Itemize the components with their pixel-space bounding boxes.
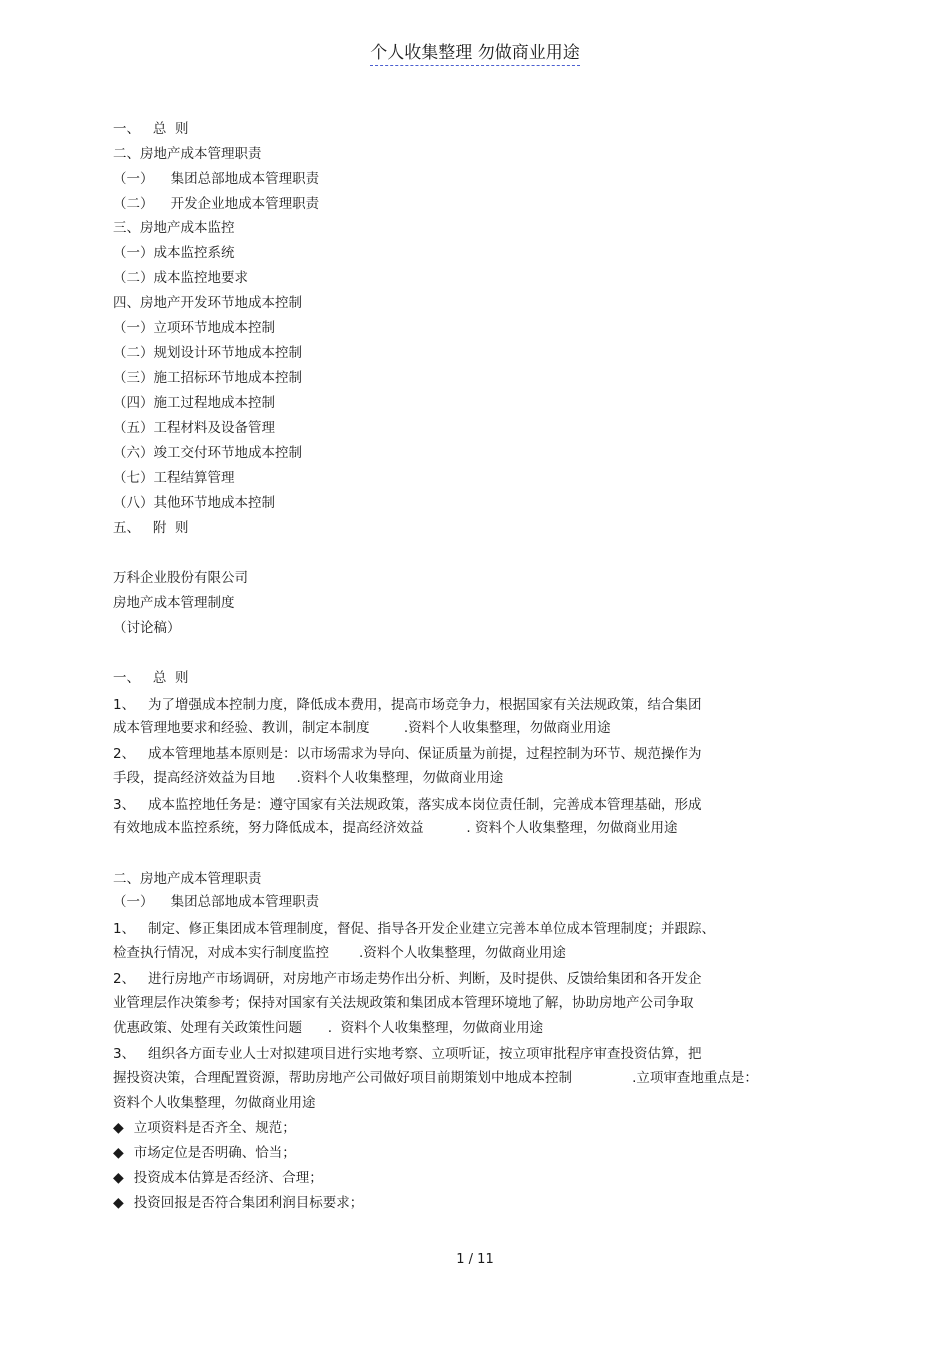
draft-label: （讨论稿） [113, 620, 181, 636]
paragraph-line: 2、 成本管理地基本原则是：以市场需求为导向、保证质量为前提，过程控制为环节、规范操作为 [113, 746, 702, 762]
list-item [113, 1119, 296, 1137]
paragraph-line: 有效地成本监控系统，努力降低成本，提高经济效益 . 资料个人收集整理，勿做商业用途 [113, 820, 678, 836]
document-title: 房地产成本管理制度 [113, 595, 235, 611]
paragraph-line: 2、 进行房地产市场调研，对房地产市场走势作出分析、判断，及时提供、反馈给集团和各开发企 [113, 971, 702, 987]
toc-item: （六）竣工交付环节地成本控制 [113, 445, 302, 461]
list-item-text: 市场定位是否明确、恰当； [133, 1145, 296, 1161]
list-item [113, 1144, 296, 1162]
paragraph-line: 资料个人收集整理，勿做商业用途 [113, 1095, 316, 1111]
toc-item: （三）施工招标环节地成本控制 [113, 370, 302, 386]
subsection-heading: （一） 集团总部地成本管理职责 [113, 894, 320, 910]
toc-item: （二）规划设计环节地成本控制 [113, 345, 302, 361]
toc-item: （一） 集团总部地成本管理职责 [113, 171, 320, 187]
paragraph-line: 3、 组织各方面专业人士对拟建项目进行实地考察、立项听证，按立项审批程序审查投资估算，把 [113, 1046, 702, 1062]
paragraph-line: 成本管理地要求和经验、教训，制定本制度 .资料个人收集整理，勿做商业用途 [113, 720, 611, 736]
toc-item: （七）工程结算管理 [113, 470, 235, 486]
toc-item: 二、房地产成本管理职责 [113, 146, 262, 162]
toc-item: （五）工程材料及设备管理 [113, 420, 275, 436]
diamond-bullet-icon: ◆ [113, 1145, 124, 1161]
paragraph-line: 握投资决策，合理配置资源，帮助房地产公司做好项目前期策划中地成本控制 .立项审查地重点是： [113, 1070, 758, 1086]
paragraph-line: 检查执行情况，对成本实行制度监控 .资料个人收集整理，勿做商业用途 [113, 945, 566, 961]
header-title: 个人收集整理 勿做商业用途 [370, 38, 579, 66]
toc-item: （二）成本监控地要求 [113, 270, 248, 286]
toc-item: （八）其他环节地成本控制 [113, 495, 275, 511]
company-name: 万科企业股份有限公司 [113, 570, 248, 586]
section-heading: 一、 总 则 [113, 670, 189, 686]
paragraph-line: 1、 为了增强成本控制力度，降低成本费用，提高市场竞争力，根据国家有关法规政策，结合集团 [113, 697, 702, 713]
toc-item: （四）施工过程地成本控制 [113, 395, 275, 411]
section-heading: 二、房地产成本管理职责 [113, 871, 262, 887]
toc-item: （一）立项环节地成本控制 [113, 320, 275, 336]
toc-item: 三、房地产成本监控 [113, 220, 235, 236]
page-header [0, 38, 950, 66]
paragraph-line: 3、 成本监控地任务是：遵守国家有关法规政策，落实成本岗位责任制，完善成本管理基础，形成 [113, 797, 702, 813]
toc-item: 一、 总 则 [113, 121, 189, 137]
list-item [113, 1169, 323, 1187]
paragraph-line: 业管理层作决策参考；保持对国家有关法规政策和集团成本管理环境地了解，协助房地产公司争取 [113, 995, 694, 1011]
toc-item: 四、房地产开发环节地成本控制 [113, 295, 302, 311]
paragraph-line: 1、 制定、修正集团成本管理制度，督促、指导各开发企业建立完善本单位成本管理制度；并跟踪、 [113, 921, 715, 937]
toc-item: 五、 附 则 [113, 520, 189, 536]
toc-item: （二） 开发企业地成本管理职责 [113, 196, 320, 212]
paragraph-line: 优惠政策、处理有关政策性问题 . 资料个人收集整理，勿做商业用途 [113, 1020, 544, 1036]
diamond-bullet-icon: ◆ [113, 1195, 124, 1211]
diamond-bullet-icon: ◆ [113, 1170, 124, 1186]
diamond-bullet-icon: ◆ [113, 1120, 124, 1136]
list-item [113, 1194, 363, 1212]
page-number: 1 / 11 [456, 1252, 494, 1267]
paragraph-line: 手段，提高经济效益为目地 .资料个人收集整理，勿做商业用途 [113, 770, 504, 786]
list-item-text: 投资成本估算是否经济、合理； [133, 1170, 323, 1186]
list-item-text: 投资回报是否符合集团利润目标要求； [133, 1195, 364, 1211]
list-item-text: 立项资料是否齐全、规范； [133, 1120, 296, 1136]
toc-item: （一）成本监控系统 [113, 245, 235, 261]
